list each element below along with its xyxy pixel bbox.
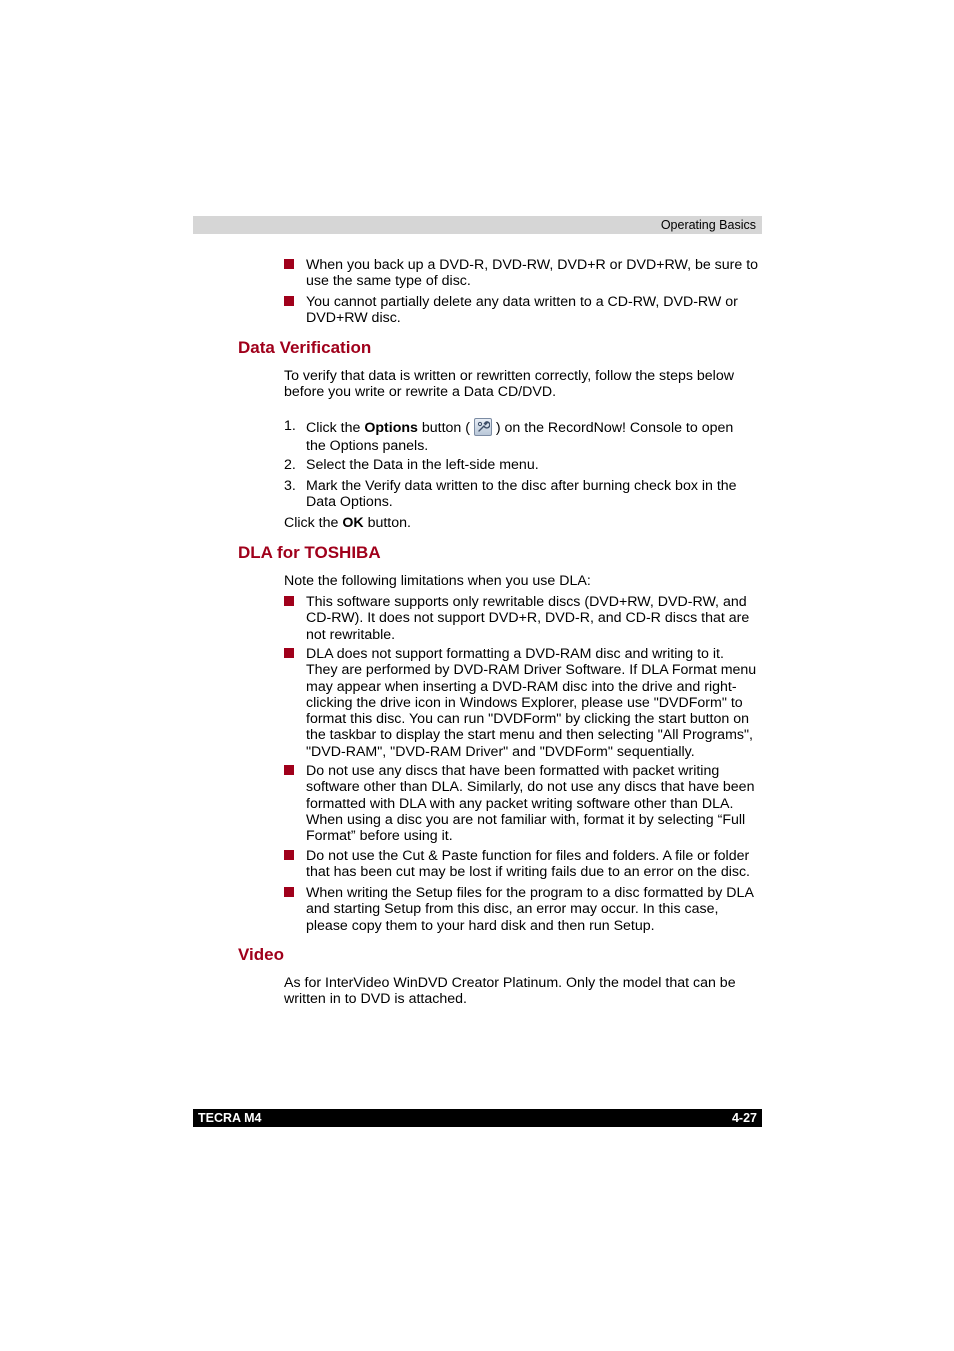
- options-label: Options: [364, 420, 418, 436]
- bullet-icon: [284, 887, 294, 897]
- line: Do not use any discs that have been formatted with packet writing: [306, 763, 720, 779]
- line: Do not use the Cut & Paste function for files and folders. A file or folder: [306, 848, 750, 864]
- step-number: 2.: [284, 457, 296, 473]
- line: that has been cut may be lost if writing fails due to an error on the disc.: [306, 864, 750, 881]
- line: [306, 418, 762, 436]
- list-item: [306, 294, 762, 327]
- heading-data-verification: Data Verification: [238, 338, 372, 357]
- line: before you write or rewrite a Data CD/DVD.: [284, 384, 557, 401]
- line: format this disc. You can run "DVDForm" by clicking the start button on: [306, 711, 749, 728]
- line: "DVD-RAM", "DVD-RAM Driver" and "DVDForm" sequentially.: [306, 743, 695, 760]
- line: When writing the Setup files for the program to a disc formatted by DLA: [306, 885, 754, 901]
- bullet-icon: [284, 596, 294, 606]
- step-2: Select the Data in the left-side menu.: [306, 457, 539, 473]
- bullet-icon: [284, 259, 294, 269]
- page-number: 4-27: [731, 1111, 757, 1125]
- line: clicking the drive icon in Windows Explorer, please use "DVDForm" to: [306, 694, 743, 711]
- list-item: [306, 848, 762, 881]
- line: CD-RW). It does not support DVD+R, DVD-R, and CD-R discs that are: [306, 610, 750, 627]
- line: This software supports only rewritable discs (DVD+RW, DVD-RW, and: [306, 594, 747, 610]
- text: button (: [417, 420, 474, 436]
- bullet-icon: [284, 648, 294, 658]
- heading-video: Video: [238, 945, 284, 964]
- step-3: [306, 478, 762, 511]
- line: Format” before using it.: [306, 828, 453, 845]
- line: written in to DVD is attached.: [284, 991, 467, 1008]
- video-text: [284, 975, 762, 1008]
- model-name: TECRA M4: [198, 1111, 262, 1125]
- options-wrench-icon: [474, 418, 492, 436]
- section-name: Operating Basics: [660, 218, 756, 232]
- text: button.: [363, 515, 411, 531]
- running-footer: [193, 1109, 762, 1127]
- line: DLA does not support formatting a DVD-RAM disc and writing to it.: [306, 646, 724, 662]
- line: Data Options.: [306, 494, 393, 511]
- text: Click the: [306, 420, 365, 436]
- list-item: [306, 885, 762, 934]
- line: the Options panels.: [306, 438, 429, 455]
- line: To verify that data is written or rewritten correctly, follow the steps below: [284, 368, 734, 384]
- ok-label: OK: [342, 515, 364, 531]
- line: formatted with DLA with any packet writing software other than DLA.: [306, 795, 734, 812]
- bullet-icon: [284, 850, 294, 860]
- list-item: [306, 257, 762, 290]
- heading-dla: DLA for TOSHIBA: [238, 543, 381, 562]
- line: When using a disc you are not familiar with, format it by selecting “Full: [306, 811, 746, 828]
- running-header: [193, 216, 762, 234]
- list-item: [306, 763, 762, 844]
- line: DVD+RW disc.: [306, 310, 401, 327]
- dla-intro: Note the following limitations when you use DLA:: [284, 573, 591, 589]
- line: software other than DLA. Similarly, do not use any discs that have been: [306, 779, 755, 796]
- step-1: [306, 418, 762, 455]
- line: use the same type of disc.: [306, 273, 471, 290]
- data-verification-intro: [284, 368, 762, 401]
- step-number: 1.: [284, 418, 296, 434]
- step-number: 3.: [284, 478, 296, 494]
- line: When you back up a DVD-R, DVD-RW, DVD+R or DVD+RW, be sure to: [306, 257, 759, 273]
- line: the taskbar to display the start menu and then selecting "All Programs",: [306, 727, 753, 744]
- click-ok-instruction: [284, 515, 762, 531]
- line: As for InterVideo WinDVD Creator Platinum. Only the model that can be: [284, 975, 736, 991]
- line: They are performed by DVD-RAM Driver Software. If DLA Format menu: [306, 662, 757, 679]
- line: please copy them to your hard disk and then run Setup.: [306, 917, 655, 934]
- text: Click the: [284, 515, 343, 531]
- line: Mark the Verify data written to the disc after burning check box in the: [306, 478, 737, 494]
- bullet-icon: [284, 765, 294, 775]
- list-item: [306, 594, 762, 643]
- list-item: [306, 646, 762, 760]
- line: and starting Setup from this disc, an error may occur. In this case,: [306, 901, 719, 918]
- line: not rewritable.: [306, 626, 396, 643]
- bullet-icon: [284, 296, 294, 306]
- line: may appear when inserting a DVD-RAM disc into the drive and right-: [306, 678, 737, 695]
- text: ) on the RecordNow! Console to open: [491, 420, 734, 436]
- line: You cannot partially delete any data written to a CD-RW, DVD-RW or: [306, 294, 738, 310]
